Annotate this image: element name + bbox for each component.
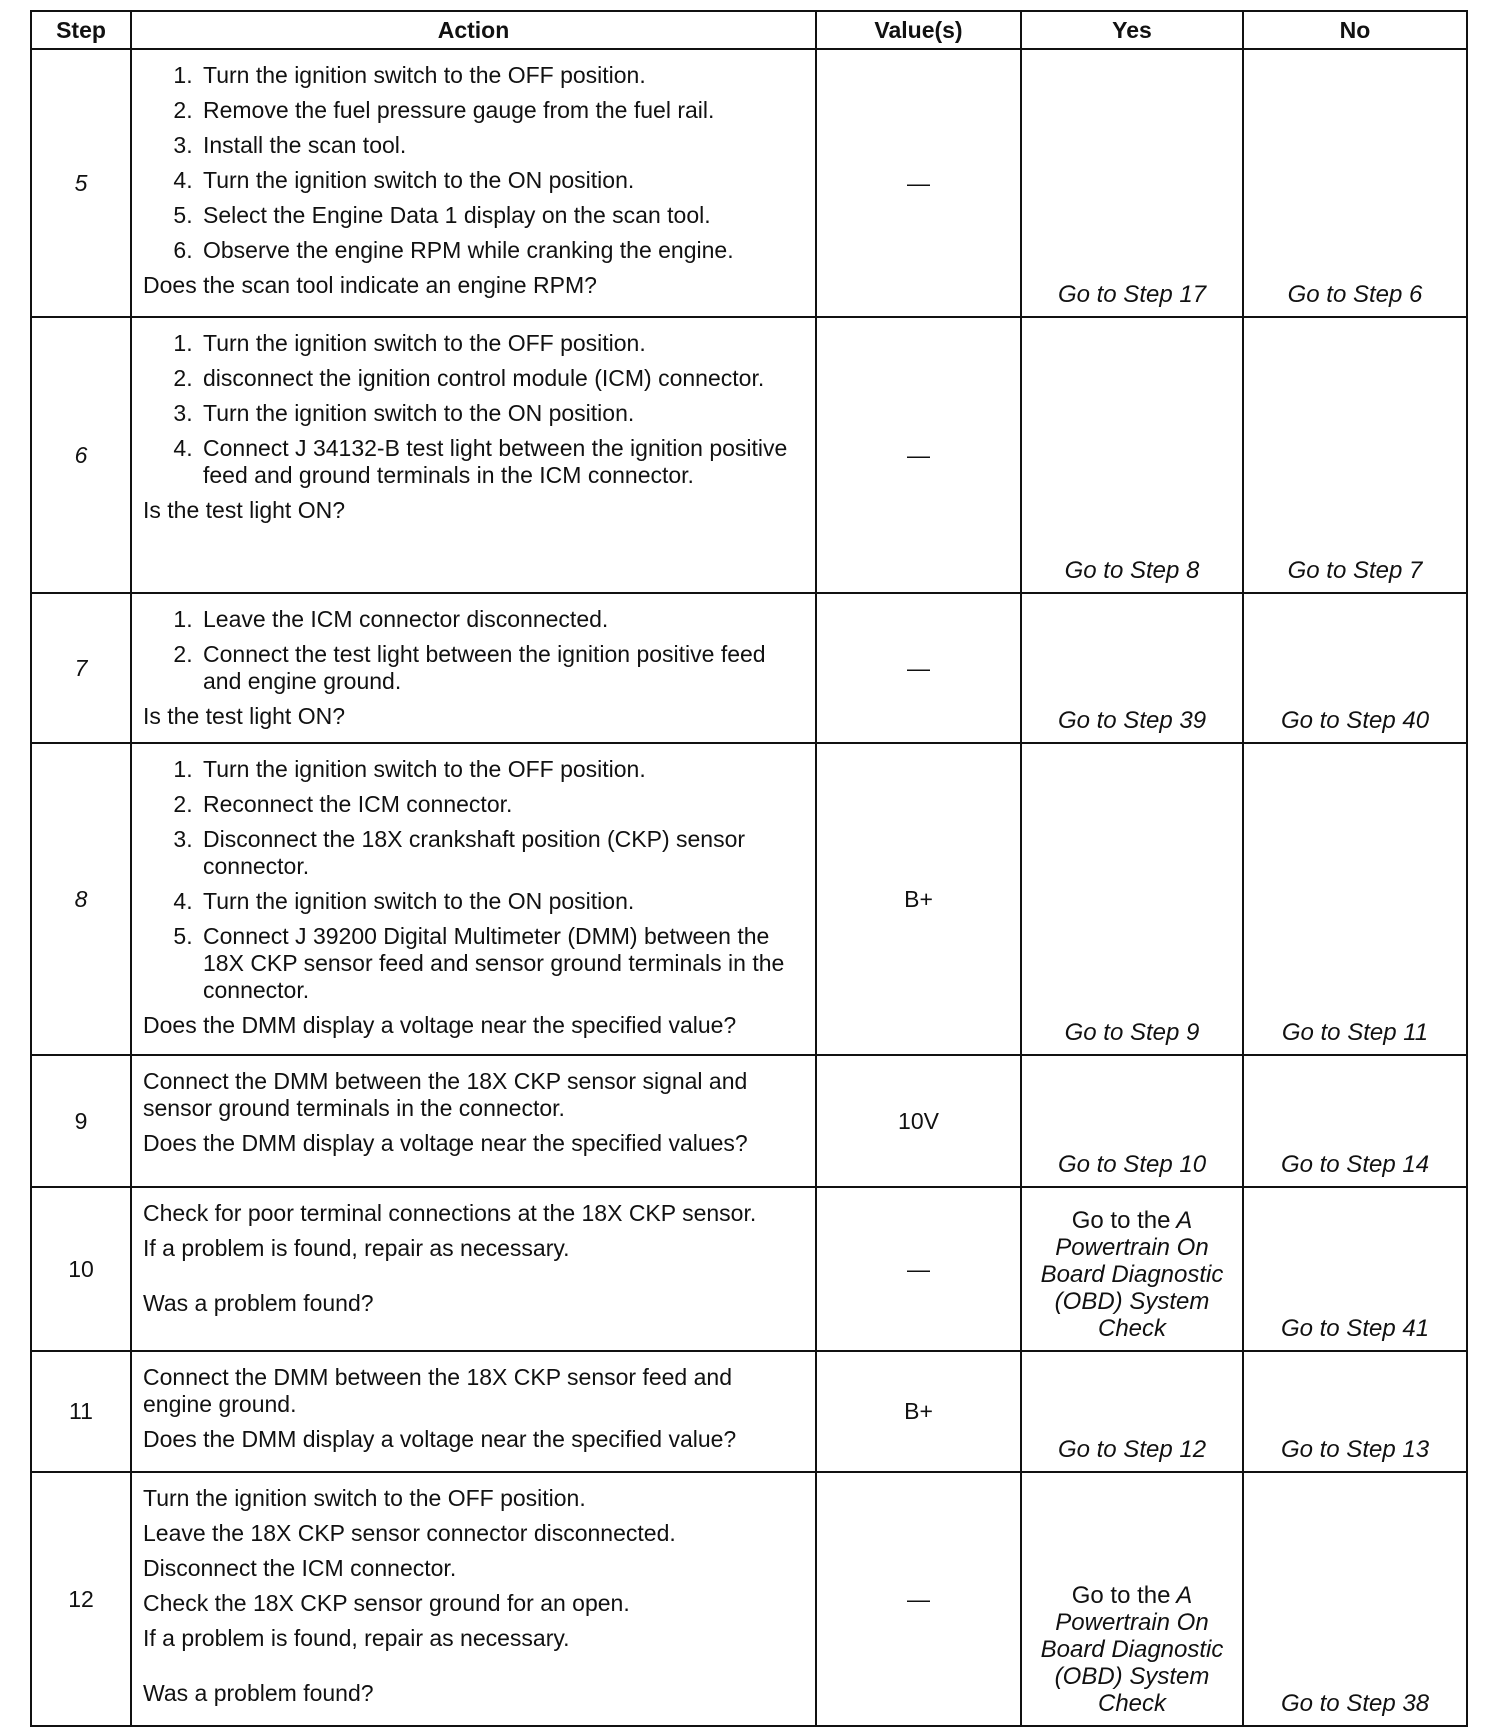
action-question: Was a problem found?	[143, 1290, 374, 1316]
step-row-5	[31, 49, 1467, 317]
step-row-9	[31, 1055, 1467, 1187]
header-step: Step	[31, 11, 131, 49]
action-cell	[131, 1351, 816, 1472]
step-number: 7	[31, 593, 131, 743]
header-no: No	[1243, 11, 1467, 49]
yes-cell	[1021, 1472, 1243, 1726]
action-item: 4. Turn the ignition switch to the ON position.	[199, 167, 805, 194]
action-item: 1. Turn the ignition switch to the OFF position.	[199, 62, 805, 89]
action-list	[143, 606, 805, 695]
action-line: Connect the DMM between the 18X CKP sensor feed and engine ground.	[143, 1364, 732, 1417]
action-item: 5. Connect J 39200 Digital Multimeter (DMM) between the 18X CKP sensor feed and sensor ground terminals in the connector.	[199, 923, 805, 1004]
value-cell: —	[816, 317, 1021, 593]
step-row-12	[31, 1472, 1467, 1726]
action-item: 2. Reconnect the ICM connector.	[199, 791, 805, 818]
action-item: 2. disconnect the ignition control module (ICM) connector.	[199, 365, 805, 392]
action-question: Does the DMM display a voltage near the specified value?	[143, 1012, 737, 1038]
action-item: 1. Turn the ignition switch to the OFF position.	[199, 330, 805, 357]
no-cell: Go to Step 11	[1243, 743, 1467, 1055]
value-cell: —	[816, 1187, 1021, 1351]
action-line: If a problem is found, repair as necessary.	[143, 1235, 570, 1261]
no-cell: Go to Step 40	[1243, 593, 1467, 743]
step-number: 8	[31, 743, 131, 1055]
action-question: Is the test light ON?	[143, 703, 345, 729]
action-item: 6. Observe the engine RPM while cranking the engine.	[199, 237, 805, 264]
action-item: 5. Select the Engine Data 1 display on the scan tool.	[199, 202, 805, 229]
action-question: Was a problem found?	[143, 1680, 374, 1706]
action-line: Leave the 18X CKP sensor connector disconnected.	[143, 1520, 676, 1546]
step-row-8	[31, 743, 1467, 1055]
action-item: 2. Remove the fuel pressure gauge from the fuel rail.	[199, 97, 805, 124]
no-cell: Go to Step 14	[1243, 1055, 1467, 1187]
action-cell	[131, 743, 816, 1055]
value-cell: 10V	[816, 1055, 1021, 1187]
step-number: 6	[31, 317, 131, 593]
action-item: 3. Disconnect the 18X crankshaft position (CKP) sensor connector.	[199, 826, 805, 880]
action-cell	[131, 49, 816, 317]
action-cell	[131, 1472, 816, 1726]
action-cell	[131, 1187, 816, 1351]
yes-cell: Go to Step 39	[1021, 593, 1243, 743]
action-question: Does the DMM display a voltage near the specified value?	[143, 1426, 737, 1452]
action-line: Connect the DMM between the 18X CKP sensor signal and sensor ground terminals in the connector.	[143, 1068, 748, 1121]
action-line: Check the 18X CKP sensor ground for an open.	[143, 1590, 630, 1616]
header-yes: Yes	[1021, 11, 1243, 49]
step-row-7	[31, 593, 1467, 743]
action-line: Check for poor terminal connections at the 18X CKP sensor.	[143, 1200, 757, 1226]
value-cell: —	[816, 1472, 1021, 1726]
yes-cell	[1021, 1187, 1243, 1351]
yes-cell: Go to Step 9	[1021, 743, 1243, 1055]
step-row-11	[31, 1351, 1467, 1472]
action-line: Disconnect the ICM connector.	[143, 1555, 457, 1581]
action-item: 2. Connect the test light between the ignition positive feed and engine ground.	[199, 641, 805, 695]
yes-cell: Go to Step 17	[1021, 49, 1243, 317]
yes-prefix: Go to the	[1071, 1207, 1171, 1234]
obd-system-check-link[interactable]: A Powertrain On Board Diagnostic (OBD) System Check	[1040, 1207, 1224, 1342]
action-question: Does the DMM display a voltage near the specified values?	[143, 1130, 748, 1156]
no-cell: Go to Step 38	[1243, 1472, 1467, 1726]
action-list	[143, 330, 805, 489]
action-line: If a problem is found, repair as necessary.	[143, 1625, 570, 1651]
no-cell: Go to Step 7	[1243, 317, 1467, 593]
value-cell: B+	[816, 1351, 1021, 1472]
step-row-10	[31, 1187, 1467, 1351]
yes-cell: Go to Step 10	[1021, 1055, 1243, 1187]
step-number: 10	[31, 1187, 131, 1351]
yes-prefix: Go to the	[1071, 1582, 1171, 1609]
step-number: 9	[31, 1055, 131, 1187]
action-item: 3. Install the scan tool.	[199, 132, 805, 159]
no-cell: Go to Step 41	[1243, 1187, 1467, 1351]
yes-cell: Go to Step 12	[1021, 1351, 1243, 1472]
step-row-6	[31, 317, 1467, 593]
value-cell: —	[816, 593, 1021, 743]
diagnostic-table	[30, 10, 1468, 1727]
action-item: 3. Turn the ignition switch to the ON position.	[199, 400, 805, 427]
no-cell: Go to Step 6	[1243, 49, 1467, 317]
action-item: 4. Connect J 34132-B test light between the ignition positive feed and ground terminals in the ICM connector.	[199, 435, 805, 489]
action-question: Does the scan tool indicate an engine RPM?	[143, 272, 597, 298]
action-cell	[131, 1055, 816, 1187]
action-item: 4. Turn the ignition switch to the ON position.	[199, 888, 805, 915]
header-row	[31, 11, 1467, 49]
action-question: Is the test light ON?	[143, 497, 345, 523]
action-item: 1. Turn the ignition switch to the OFF position.	[199, 756, 805, 783]
header-action: Action	[131, 11, 816, 49]
action-list	[143, 62, 805, 264]
value-cell: —	[816, 49, 1021, 317]
step-number: 12	[31, 1472, 131, 1726]
diagnostic-table-page	[30, 10, 1466, 1727]
header-values: Value(s)	[816, 11, 1021, 49]
obd-system-check-link[interactable]: A Powertrain On Board Diagnostic (OBD) System Check	[1040, 1582, 1224, 1717]
action-cell	[131, 317, 816, 593]
value-cell: B+	[816, 743, 1021, 1055]
action-item: 1. Leave the ICM connector disconnected.	[199, 606, 805, 633]
step-number: 5	[31, 49, 131, 317]
no-cell: Go to Step 13	[1243, 1351, 1467, 1472]
action-line: Turn the ignition switch to the OFF position.	[143, 1485, 586, 1511]
step-number: 11	[31, 1351, 131, 1472]
action-cell	[131, 593, 816, 743]
action-list	[143, 756, 805, 1004]
yes-cell: Go to Step 8	[1021, 317, 1243, 593]
